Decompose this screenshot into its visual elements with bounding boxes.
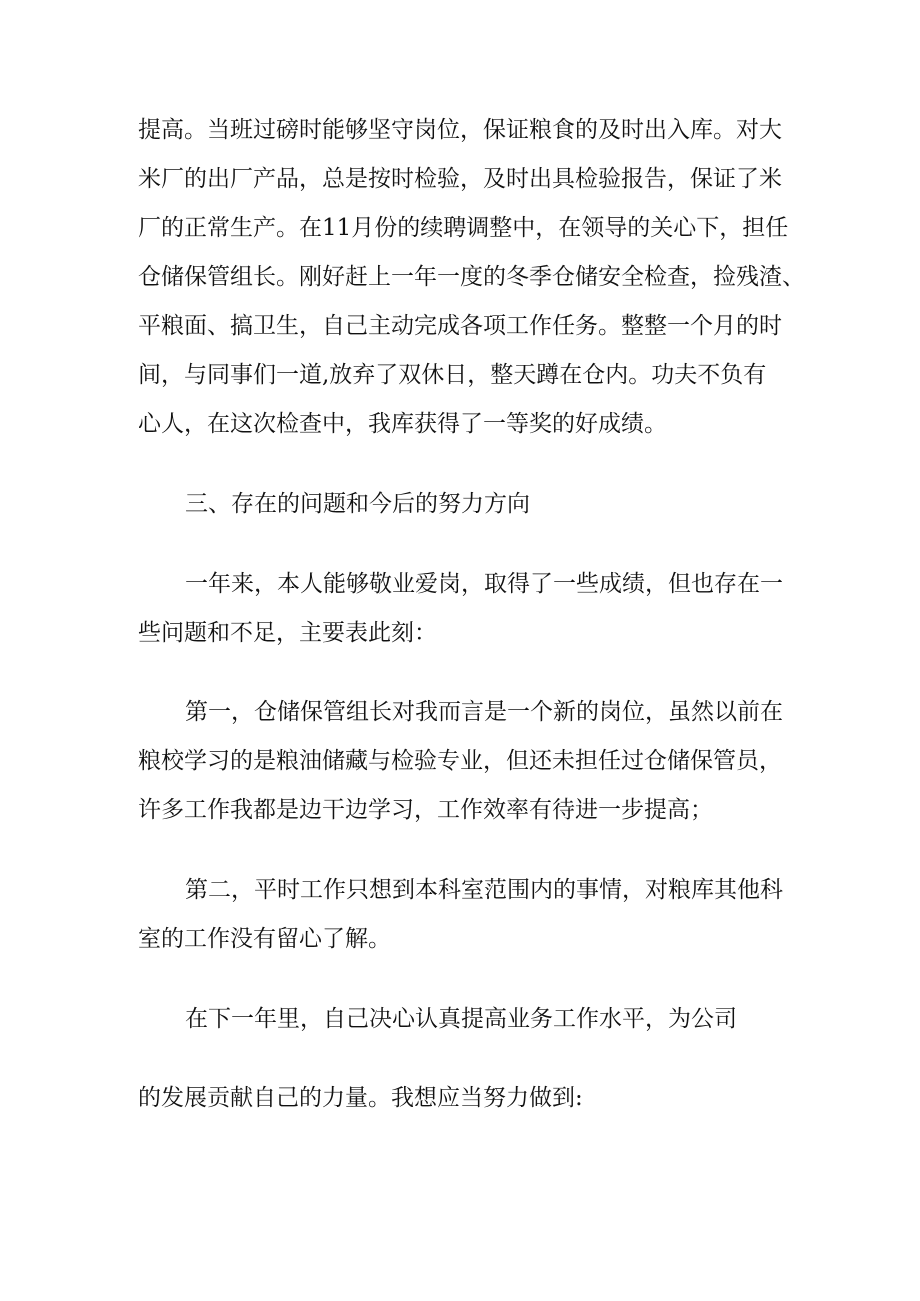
paragraph-3-line-1: 一年来，本人能够敬业爱岗，取得了一些成绩，但也存在一 bbox=[185, 571, 783, 597]
paragraph-1-line-5: 平粮面、搞卫生，自己主动完成各项工作任务。整整一个月的时 bbox=[138, 313, 782, 339]
paragraph-1-line-2: 米厂的出厂产品，总是按时检验，及时出具检验报告，保证了米 bbox=[138, 166, 782, 192]
section-heading: 三、存在的问题和今后的努力方向 bbox=[185, 491, 530, 517]
paragraph-4-line-3: 许多工作我都是边干边学习，工作效率有待进一步提高； bbox=[138, 797, 713, 823]
paragraph-4-line-2: 粮校学习的是粮油储藏与检验专业，但还未担任过仓储保管员， bbox=[138, 748, 782, 774]
paragraph-7-line-1: 的发展贡献自己的力量。我想应当努力做到: bbox=[138, 1085, 583, 1111]
paragraph-1-line-6: 间，与同事们一道,放弃了双休日，整天蹲在仓内。功夫不负有 bbox=[138, 362, 767, 388]
paragraph-1-line-7: 心人，在这次检查中，我库获得了一等奖的好成绩。 bbox=[138, 411, 667, 437]
paragraph-3-line-2: 些问题和不足，主要表此刻： bbox=[138, 620, 437, 646]
paragraph-1-line-4: 仓储保管组长。刚好赶上一年一度的冬季仓储安全检查，捡残渣、 bbox=[138, 264, 805, 290]
paragraph-5-line-2: 室的工作没有留心了解。 bbox=[138, 926, 391, 952]
paragraph-5-line-1: 第二，平时工作只想到本科室范围内的事情，对粮库其他科 bbox=[185, 877, 783, 903]
paragraph-6-line-1: 在下一年里，自己决心认真提高业务工作水平，为公司 bbox=[185, 1006, 737, 1032]
paragraph-4-line-1: 第一，仓储保管组长对我而言是一个新的岗位，虽然以前在 bbox=[185, 699, 783, 725]
paragraph-1-line-1: 提高。当班过磅时能够坚守岗位，保证粮食的及时出入库。对大 bbox=[138, 117, 782, 143]
paragraph-1-line-3: 厂的正常生产。在11月份的续聘调整中，在领导的关心下，担任 bbox=[138, 215, 789, 241]
